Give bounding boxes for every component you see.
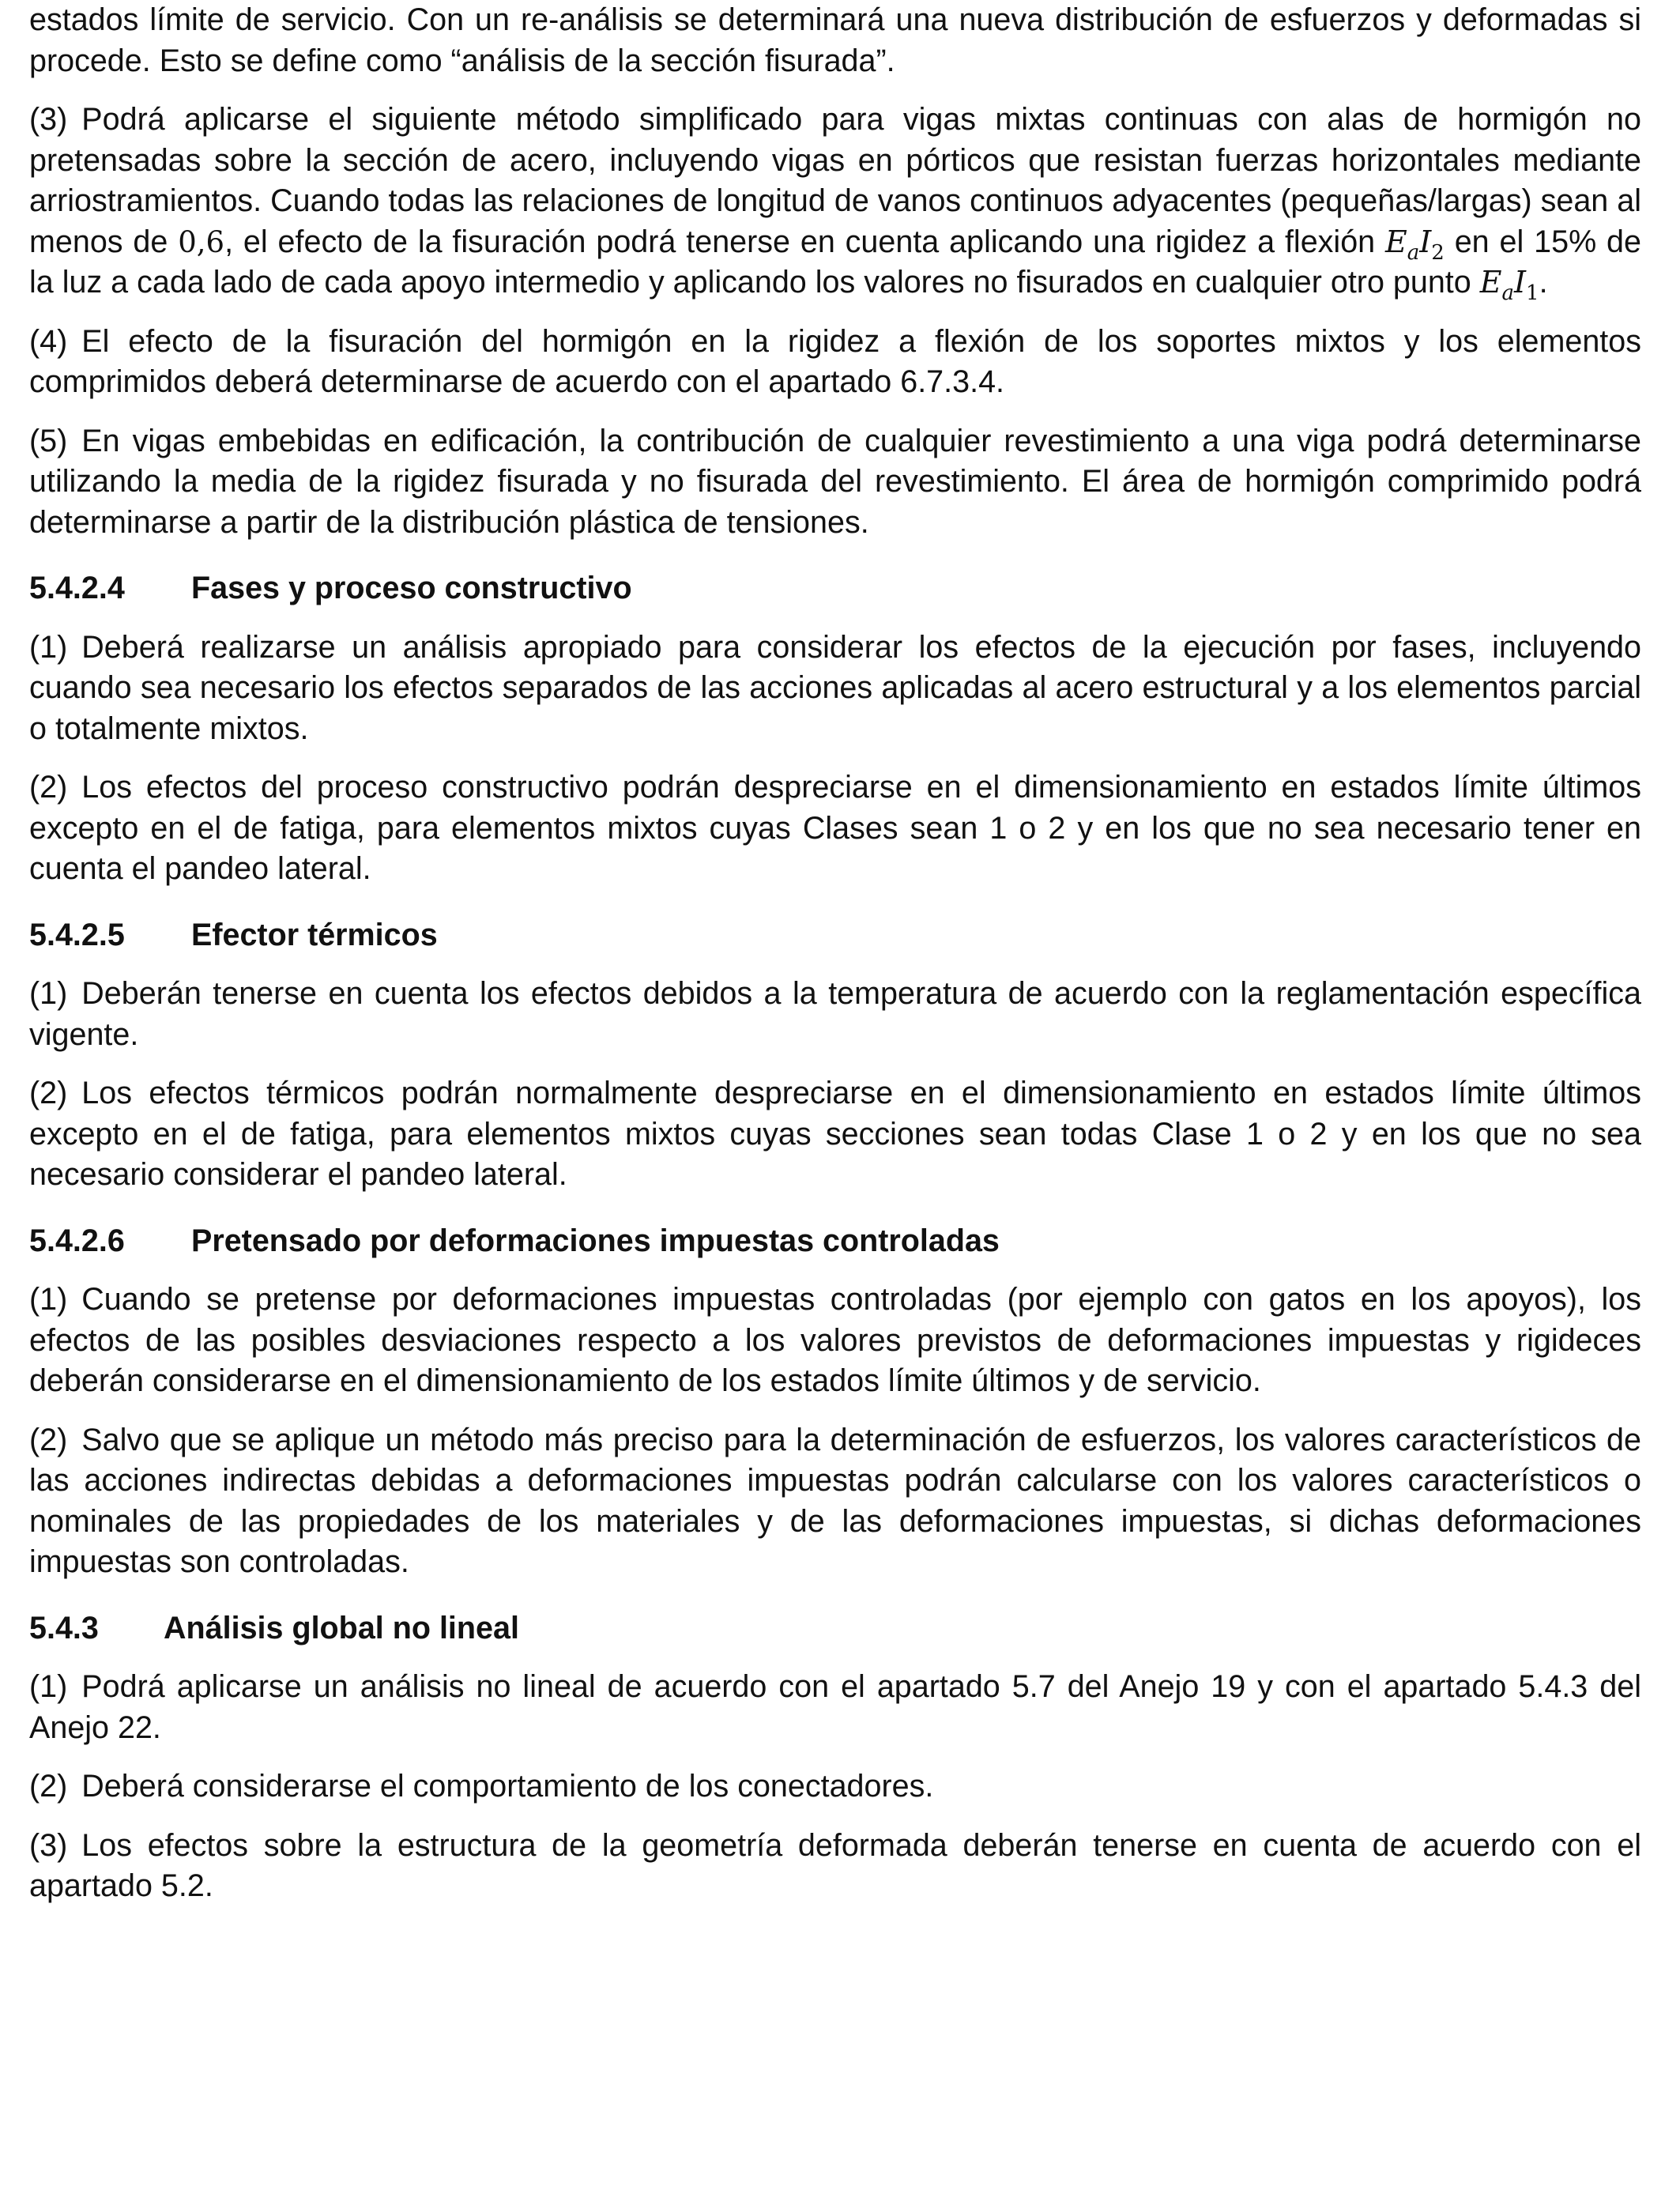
ratio-value: 0,6 (178, 224, 225, 259)
paragraph-number: (2) (29, 1769, 68, 1804)
math-subscript: a (1501, 281, 1515, 305)
section-heading-5425 (29, 915, 1641, 956)
paragraph-text: Salvo que se aplique un método más preciso para la determinación de esfuerzos, los valores característicos de las acciones indirectas debidas a deformaciones impuestas podrán calcularse con los valores característicos o nominales de las propiedades de los materiales y de las deformaciones impuestas, si dichas deformaciones impuestas son controladas. (29, 1422, 1641, 1579)
section-number: 5.4.2.6 (29, 1223, 125, 1258)
paragraph-number: (1) (29, 1282, 68, 1317)
paragraph-text: Cuando se pretense por deformaciones impuestas controladas (por ejemplo con gatos en los apoyos), los efectos de las posibles desviaciones respecto a los valores previstos de deformaciones impuestas y rigideces deberán considerarse en el dimensionamiento de los estados límite últimos y de servicio. (29, 1282, 1641, 1398)
paragraph-number: (3) (29, 102, 68, 137)
paragraph-text: Deberá realizarse un análisis apropiado para considerar los efectos de la ejecución por fases, incluyendo cuando sea necesario los efectos separados de las acciones aplicadas al acero estructural y a los elementos parcial o totalmente mixtos. (29, 629, 1641, 746)
paragraph-number: (2) (29, 1422, 68, 1457)
paragraph-text: estados límite de servicio. Con un re-análisis se determinará una nueva distribución de esfuerzos y deformadas si procede. Esto se define como “análisis de la sección fisurada”. (29, 2, 1641, 78)
math-subscript: 2 (1431, 240, 1445, 265)
math-symbol: E (1385, 224, 1407, 259)
math-symbol: I (1514, 265, 1527, 300)
paragraph-continued (29, 0, 1641, 81)
paragraph-text: Los efectos del proceso constructivo podrán despreciarse en el dimensionamiento en estados límite últimos excepto en el de fatiga, para elementos mixtos cuyas Clases sean 1 o 2 y en los que no sea necesario tener en cuenta el pandeo lateral. (29, 770, 1641, 886)
document-page (29, 0, 1641, 1925)
paragraph-text: El efecto de la fisuración del hormigón en la rigidez a flexión de los soportes mixtos y los elementos comprimidos deberá determinarse de acuerdo con el apartado 6.7.3.4. (29, 323, 1641, 399)
math-symbol: I (1419, 224, 1432, 259)
paragraph-number: (1) (29, 629, 68, 665)
paragraph-text: Deberá considerarse el comportamiento de los conectadores. (81, 1769, 934, 1804)
section-number: 5.4.3 (29, 1610, 99, 1646)
paragraph-text: , el efecto de la fisuración podrá tenerse en cuenta aplicando una rigidez a flexión (224, 224, 1376, 259)
paragraph-5425-2 (29, 1073, 1641, 1196)
section-heading-5426 (29, 1221, 1641, 1262)
paragraph-number: (1) (29, 1669, 68, 1704)
formula-EaI1 (1479, 265, 1539, 305)
formula-EaI2 (1385, 224, 1445, 265)
paragraph-5426-1 (29, 1280, 1641, 1402)
paragraph-text: . (1539, 265, 1548, 300)
section-number: 5.4.2.4 (29, 571, 125, 605)
math-symbol: E (1479, 265, 1502, 300)
math-subscript: a (1407, 240, 1420, 265)
paragraph-text: Podrá aplicarse un análisis no lineal de acuerdo con el apartado 5.7 del Anejo 19 y con el apartado 5.4.3 del Anejo 22. (29, 1669, 1641, 1745)
paragraph-text: En vigas embebidas en edificación, la contribución de cualquier revestimiento a una viga podrá determinarse utilizando la media de la rigidez fisurada y no fisurada del revestimiento. El área de hormigón comprimido podrá determinarse a partir de la distribución plástica de tensiones. (29, 423, 1641, 540)
paragraph-number: (5) (29, 423, 68, 458)
paragraph-5425-1 (29, 974, 1641, 1055)
section-title: Pretensado por deformaciones impuestas controladas (191, 1223, 1000, 1258)
paragraph-number: (2) (29, 1076, 68, 1110)
paragraph-number: (3) (29, 1827, 68, 1863)
paragraph-number: (2) (29, 770, 68, 805)
section-title: Efector térmicos (191, 917, 438, 952)
paragraph-5424-1 (29, 628, 1641, 750)
paragraph-5423-5 (29, 421, 1641, 544)
section-heading-5424 (29, 568, 1641, 609)
math-subscript: 1 (1526, 281, 1539, 305)
paragraph-text: Podrá aplicarse el siguiente método simplificado para vigas mixtas continuas con alas de hormigón no pretensadas sobre la sección de acero, incluyendo vigas en pórticos que resistan fuerzas horizontales mediante arriostramientos. Cuando todas las relaciones de longitud de vanos continuos adyacentes (pequeñas/largas) sean al menos de (29, 102, 1641, 259)
paragraph-543-1 (29, 1667, 1641, 1748)
section-number: 5.4.2.5 (29, 917, 125, 952)
paragraph-543-2 (29, 1766, 1641, 1808)
paragraph-5423-3 (29, 100, 1641, 303)
paragraph-text: Los efectos sobre la estructura de la geometría deformada deberán tenerse en cuenta de acuerdo con el apartado 5.2. (29, 1827, 1641, 1903)
paragraph-text: en el 15% de la luz a cada lado de cada apoyo intermedio y aplicando los valores no fisurados en cualquier otro punto (29, 224, 1641, 300)
paragraph-text: Deberán tenerse en cuenta los efectos debidos a la temperatura de acuerdo con la reglamentación específica vigente. (29, 976, 1641, 1052)
section-title: Fases y proceso constructivo (191, 571, 632, 605)
paragraph-543-3 (29, 1826, 1641, 1907)
section-heading-543 (29, 1608, 1641, 1649)
paragraph-5423-4 (29, 322, 1641, 403)
paragraph-number: (1) (29, 976, 68, 1011)
paragraph-5424-2 (29, 767, 1641, 890)
section-title: Análisis global no lineal (164, 1610, 519, 1646)
paragraph-5426-2 (29, 1420, 1641, 1583)
paragraph-text: Los efectos térmicos podrán normalmente despreciarse en el dimensionamiento en estados límite últimos excepto en el de fatiga, para elementos mixtos cuyas secciones sean todas Clase 1 o 2 y en los que no sea necesario considerar el pandeo lateral. (29, 1076, 1641, 1192)
paragraph-number: (4) (29, 323, 68, 359)
